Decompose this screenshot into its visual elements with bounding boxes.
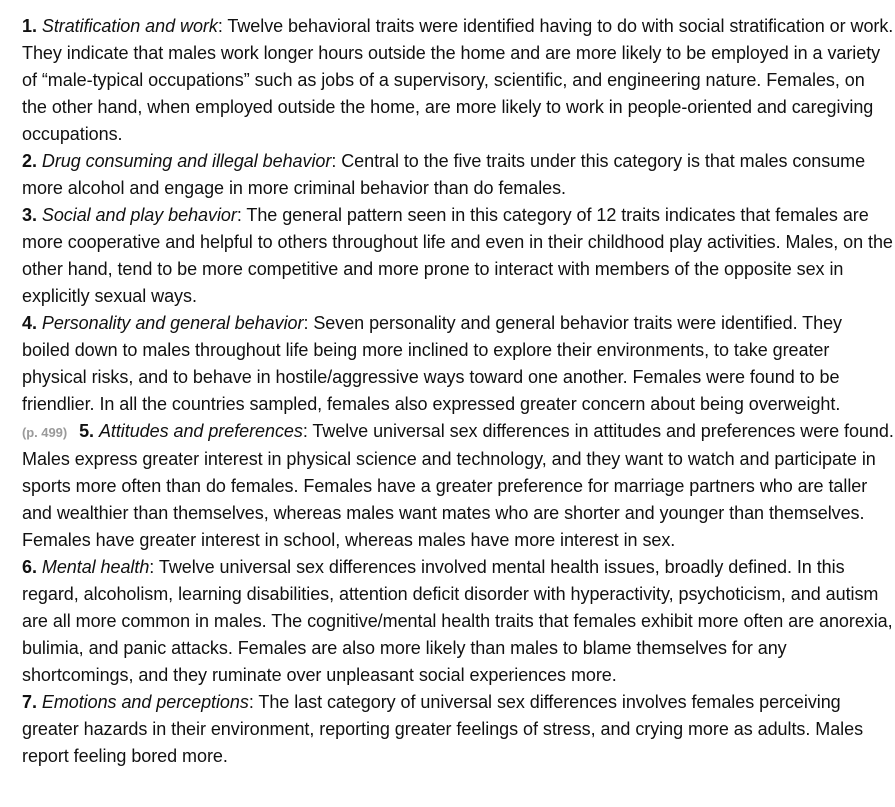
item-title: Attitudes and preferences (98, 421, 303, 441)
item-title: Social and play behavior (41, 205, 237, 225)
item-text: : Twelve universal sex differences in attitudes and preferences were found. Males express greater interest in physical science and technology, and they want to watch and participate in sports more often than do females. Females have a greater preference for marriage partners who are taller and wealthier than themselves, whereas males want mates who are shorter and younger than themselves. Females have greater interest in school, whereas males have more interest in sex. (22, 421, 894, 550)
item-text: : The general pattern seen in this category of 12 traits indicates that females are more cooperative and helpful to others throughout life and even in their childhood play activities. Males, on the other hand, tend to be more competitive and more prone to interact with members of the opposite sex in explicitly sexual ways. (22, 205, 893, 306)
item-title: Mental health (41, 557, 150, 577)
list-item-drug-consuming-and-illegal-behavior (22, 148, 894, 202)
item-title: Personality and general behavior (41, 313, 304, 333)
item-number: 6. (22, 557, 37, 577)
sex-differences-list (22, 13, 894, 770)
item-text: : Twelve universal sex differences involved mental health issues, broadly defined. In this regard, alcoholism, learning disabilities, attention deficit disorder with hyperactivity, psychoticism, and autism are all more common in males. The cognitive/mental health traits that females exhibit more often are anorexia, bulimia, and panic attacks. Females are also more likely than males to blame themselves for any shortcomings, and they ruminate over unpleasant social experiences more. (22, 557, 893, 685)
item-number: 5. (79, 421, 94, 441)
item-text: : The last category of universal sex differences involves females perceiving greater hazards in their environment, reporting greater feelings of stress, and crying more as adults. Males report feeling bored more. (22, 692, 864, 766)
item-text: : Twelve behavioral traits were identified having to do with social stratification or work. They indicate that males work longer hours outside the home and are more likely to be employed in a variety of “male-typical occupations” such as jobs of a supervisory, scientific, and engineering nature. Females, on the other hand, when employed outside the home, are more likely to work in people-oriented and caregiving occupations. (22, 16, 894, 144)
item-number: 7. (22, 692, 37, 712)
item-number: 1. (22, 16, 37, 36)
list-item-social-and-play-behavior (22, 202, 894, 310)
item-number: 3. (22, 205, 37, 225)
item-number: 4. (22, 313, 37, 333)
list-item-attitudes-and-preferences (22, 418, 894, 554)
list-item-mental-health (22, 554, 894, 689)
item-text: : Central to the five traits under this category is that males consume more alcohol and engage in more criminal behavior than do females. (22, 151, 866, 198)
item-title: Drug consuming and illegal behavior (41, 151, 332, 171)
list-item-personality-and-general-behavior (22, 310, 894, 418)
item-title: Emotions and perceptions (41, 692, 249, 712)
item-text: : Seven personality and general behavior traits were identified. They boiled down to males throughout life being more inclined to explore their environments, to take greater physical risks, and to behave in hostile/aggressive ways toward one another. Females were found to be friendlier. In all the countries sampled, females also expressed greater concern about being overweight. (22, 313, 842, 414)
item-number: 2. (22, 151, 37, 171)
list-item-emotions-and-perceptions (22, 689, 894, 770)
list-item-stratification-and-work (22, 13, 894, 148)
page-marker: (p. 499) (22, 425, 68, 440)
item-title: Stratification and work (41, 16, 218, 36)
